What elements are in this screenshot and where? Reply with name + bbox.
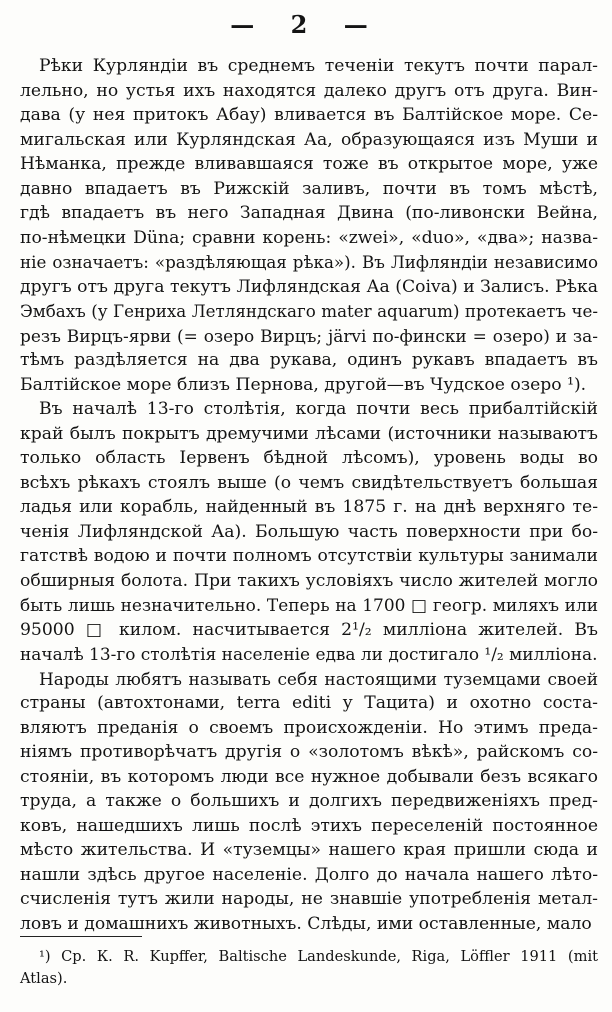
paragraph-2	[20, 397, 598, 667]
text-line: гатствѣ водою и почти полномъ отсутствіи культуры занимали	[20, 546, 598, 566]
text-line: только область Іервенъ бѣдной лѣсомъ), уровень воды во	[20, 448, 598, 468]
paragraph-3	[20, 667, 598, 937]
text-line: ніе означаетъ: «раздѣляющая рѣка»). Въ Лифляндіи независимо	[20, 252, 598, 272]
text-line: страны (автохтонами, terra editi у Тацита) и охотно соста-	[20, 693, 598, 713]
text-line: ковъ, нашедшихъ лишь послѣ этихъ переселеній постоянное	[20, 815, 598, 836]
text-line: ченія Лифляндской Аа). Большую часть поверхности при бо-	[20, 521, 598, 542]
text-line: 95000 □ килом. насчитывается 2¹/₂ милліона жителей. Въ	[20, 619, 598, 640]
text-line: край былъ покрытъ дремучими лѣсами (источники называютъ	[20, 423, 598, 444]
text-line: Балтійское море близъ Пернова, другой—въ Чудское озеро ¹).	[20, 374, 587, 395]
text-line: дава (у нея притокъ Абау) вливается въ Балтійское море. Се-	[20, 105, 598, 125]
page-number: — 2 —	[230, 10, 382, 39]
text-line: гдѣ впадаетъ въ него Западная Двина (по-ливонски Вейна,	[20, 203, 598, 223]
text-line: Эмбахъ (у Генриха Летляндскаго mater aquarum) протекаетъ че-	[20, 301, 598, 321]
text-line: счисленія тутъ жили народы, не знавшіе употребленія метал-	[20, 889, 598, 909]
text-line: труда, а также о большихъ и долгихъ передвиженіяхъ пред-	[20, 791, 598, 811]
text-line: всѣхъ рѣкахъ стоялъ выше (о чемъ свидѣтельствуетъ большая	[20, 472, 598, 493]
footnote-divider	[20, 936, 142, 937]
text-line: началѣ 13-го столѣтія населеніе едва ли достигало ¹/₂ милліона.	[20, 644, 598, 664]
text-line: стояніи, въ которомъ люди все нужное добывали безъ всякаго	[20, 766, 598, 787]
text-line: ладья или корабль, найденный въ 1875 г. на днѣ верхняго те-	[20, 497, 598, 517]
text-line: резъ Вирцъ-ярви (= озеро Вирцъ; järvi по-фински = озеро) и за-	[20, 325, 598, 346]
text-line: тѣмъ раздѣляется на два рукава, одинъ рукавъ впадаетъ въ	[20, 350, 598, 370]
text-line: лельно, но устья ихъ находятся далеко другъ отъ друга. Вин-	[20, 80, 598, 101]
footnote-line: ¹) Ср. К. R. Kupffer, Baltische Landeskunde, Riga, Löffler 1911 (mit	[39, 948, 598, 965]
text-line: Народы любятъ называть себя настоящими туземцами своей	[39, 668, 598, 689]
text-line: ніямъ противорѣчатъ другія о «золотомъ вѣкѣ», райскомъ со-	[20, 742, 598, 762]
text-line: быть лишь незначительно. Теперь на 1700 □ геогр. миляхъ или	[20, 595, 598, 615]
text-line: давно впадаетъ въ Рижскій заливъ, почти въ томъ мѣстѣ,	[20, 178, 598, 199]
text-line: Въ началѣ 13-го столѣтія, когда почти весь прибалтійскій	[39, 399, 598, 419]
footnote	[20, 946, 598, 990]
text-line: мѣсто жительства. И «туземцы» нашего края пришли сюда и	[20, 840, 598, 860]
text-line: вляютъ преданія о своемъ происхожденіи. Но этимъ преда-	[20, 717, 598, 738]
footnote-line: Atlas).	[20, 970, 68, 987]
text-line: ловъ и домашнихъ животныхъ. Слѣды, ими оставленные, мало	[20, 913, 592, 934]
text-line: Рѣки Курляндіи въ среднемъ теченіи текутъ почти парал-	[39, 56, 598, 76]
body-text	[20, 54, 598, 936]
text-line: нашли здѣсь другое населеніе. Долго до начала нашего лѣто-	[20, 864, 598, 885]
text-line: Нѣманка, прежде вливавшаяся тоже въ открытое море, уже	[20, 154, 598, 174]
paragraph-1	[20, 54, 598, 397]
text-line: мигальская или Курляндская Аа, образующаяся изъ Муши и	[20, 129, 598, 150]
text-line: обширныя болота. При такихъ условіяхъ число жителей могло	[20, 570, 598, 591]
text-line: по-нѣмецки Düna; сравни корень: «zwei», «duo», «два»; назва-	[20, 227, 598, 248]
text-line: другъ отъ друга текутъ Лифляндская Аа (Coiva) и Залисъ. Рѣка	[20, 276, 598, 297]
